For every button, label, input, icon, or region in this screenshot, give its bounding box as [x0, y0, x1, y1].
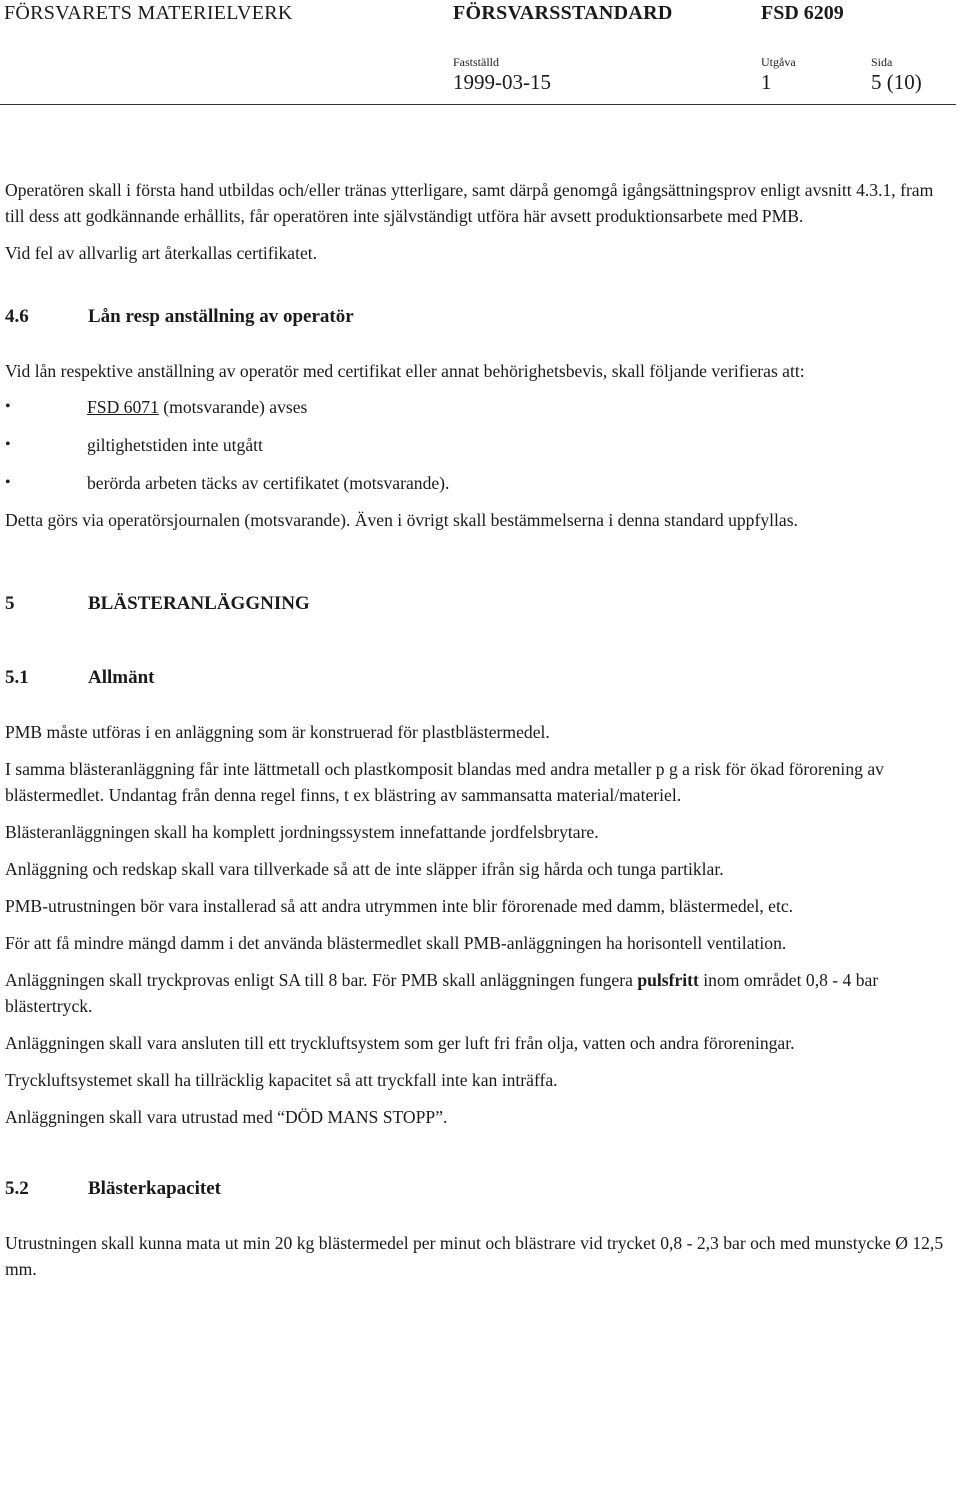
document-header — [0, 0, 960, 106]
document-body — [5, 177, 950, 1282]
header-organization: FÖRSVARETS MATERIELVERK — [4, 2, 293, 24]
bullet-icon: • — [5, 436, 11, 453]
intro-paragraph-2: Vid fel av allvarlig art återkallas certifikatet. — [5, 243, 318, 263]
header-document-number: FSD 6209 — [761, 2, 844, 24]
header-edition-label: Utgåva — [761, 55, 796, 69]
section-5-1-paragraph-9: Tryckluftsystemet skall ha tillräcklig kapacitet så att tryckfall inte kan inträffa. — [5, 1070, 558, 1090]
section-5-1-paragraph-10: Anläggningen skall vara utrustad med “DÖD MANS STOPP”. — [5, 1107, 448, 1127]
section-number: 5.2 — [5, 1178, 29, 1199]
header-page-value: 5 (10) — [871, 70, 922, 94]
list-item — [5, 432, 950, 458]
verification-list — [5, 394, 950, 496]
header-divider — [0, 104, 956, 105]
paragraph-text: Anläggningen skall tryckprovas enligt SA till 8 bar. För PMB skall anläggningen fungera — [5, 970, 638, 990]
intro-paragraph: Operatören skall i första hand utbildas och/eller tränas ytterligare, samt därpå genomgå igångsättningsprov enligt avsnitt 4.3.1, fram till dess att godkännande erhållits, får operatören inte självständigt utföra här avsett produktionsarbete med PMB. — [5, 180, 934, 226]
section-5-1-paragraph-4: Anläggning och redskap skall vara tillverkade så att de inte släpper ifrån sig hårda och tunga partiklar. — [5, 859, 724, 879]
section-5-1-paragraph-2: I samma blästeranläggning får inte lättmetall och plastkomposit blandas med andra metaller p g a risk för ökad förorening av blästermedlet. Undantag från denna regel finns, t ex blästring av sammansatta material/materiel. — [5, 759, 884, 805]
list-item — [5, 394, 950, 420]
section-number: 5 — [5, 593, 15, 614]
list-item-text: berörda arbeten täcks av certifikatet (motsvarande). — [87, 473, 450, 493]
section-5-1-paragraph-5: PMB-utrustningen bör vara installerad så att andra utrymmen inte blir förorenade med damm, blästermedel, etc. — [5, 896, 794, 916]
header-standard-type: FÖRSVARSSTANDARD — [453, 2, 673, 24]
section-heading-5-2 — [5, 1176, 950, 1202]
section-title: Allmänt — [88, 667, 155, 688]
section-4-6-paragraph: Vid lån respektive anställning av operatör med certifikat eller annat behörighetsbevis, skall följande verifieras att: — [5, 361, 805, 381]
list-item — [5, 470, 950, 496]
section-title: BLÄSTERANLÄGGNING — [88, 593, 310, 614]
section-heading-5-1 — [5, 665, 950, 691]
bullet-icon: • — [5, 474, 11, 491]
bullet-icon: • — [5, 398, 11, 415]
section-5-1-paragraph-3: Blästeranläggningen skall ha komplett jordningssystem innefattande jordfelsbrytare. — [5, 822, 599, 842]
paragraph-text: inom området 0,8 - 4 bar blästertryck. — [5, 970, 879, 1016]
emphasis-text: pulsfritt — [637, 970, 699, 990]
section-title: Blästerkapacitet — [88, 1178, 221, 1199]
header-established-label: Fastställd — [453, 55, 500, 69]
section-4-6-paragraph-2: Detta görs via operatörsjournalen (motsvarande). Även i övrigt skall bestämmelserna i denna standard uppfyllas. — [5, 510, 798, 530]
section-heading-4-6 — [5, 304, 950, 330]
section-heading-5 — [5, 591, 950, 617]
section-number: 4.6 — [5, 306, 29, 327]
fsd-6071-link[interactable]: FSD 6071 — [87, 397, 159, 417]
section-5-1-paragraph-7 — [5, 967, 950, 1019]
header-page-label: Sida — [871, 55, 893, 69]
header-edition-value: 1 — [761, 70, 772, 94]
section-5-1-paragraph-8: Anläggningen skall vara ansluten till ett tryckluftsystem som ger luft fri från olja, vatten och andra föroreningar. — [5, 1033, 795, 1053]
section-5-1-paragraph-6: För att få mindre mängd damm i det använda blästermedlet skall PMB-anläggningen ha horisontell ventilation. — [5, 933, 787, 953]
header-established-value: 1999-03-15 — [453, 70, 551, 94]
section-5-1-paragraph-1: PMB måste utföras i en anläggning som är konstruerad för plastblästermedel. — [5, 722, 550, 742]
section-5-2-paragraph-1: Utrustningen skall kunna mata ut min 20 kg blästermedel per minut och blästrare vid trycket 0,8 - 2,3 bar och med munstycke Ø 12,5 mm. — [5, 1233, 944, 1279]
section-title: Lån resp anställning av operatör — [88, 306, 354, 327]
list-item-text: giltighetstiden inte utgått — [87, 435, 263, 455]
list-item-text: (motsvarande) avses — [158, 397, 308, 417]
section-number: 5.1 — [5, 667, 29, 688]
